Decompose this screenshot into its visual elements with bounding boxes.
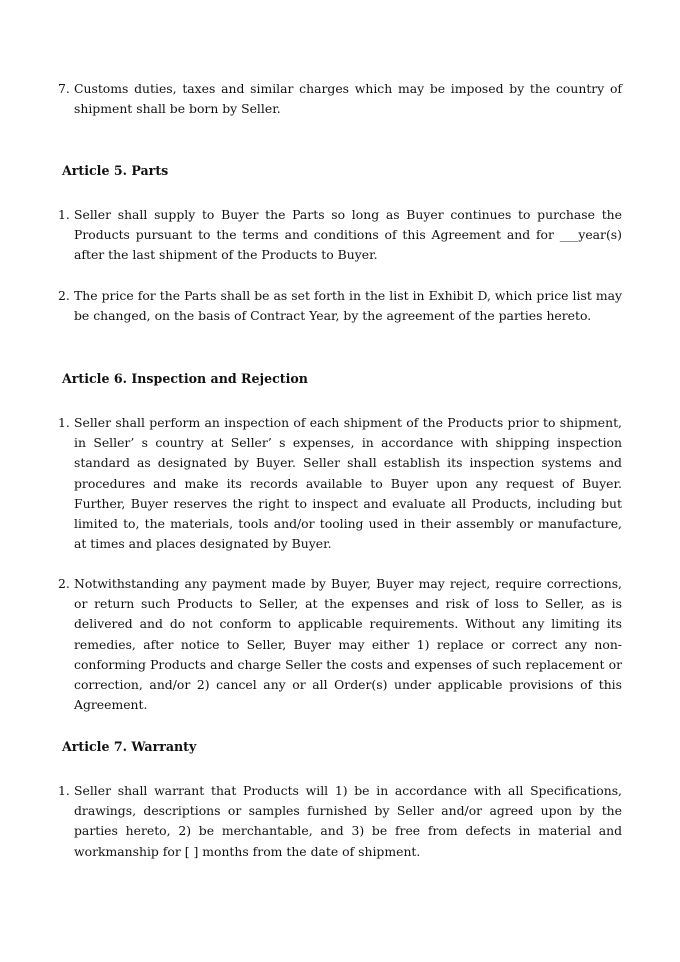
- clause-5-2: [58, 286, 622, 326]
- clause-number: 2.: [58, 288, 70, 303]
- clause-text: Notwithstanding any payment made by Buyer, Buyer may reject, require corrections, or return such Products to Seller, at the expenses and risk of loss to Seller, as is delivered and do not conform to applicable requirements. Without any limiting its remedies, after notice to Seller, Buyer may either 1) replace or correct any non-conforming Products and charge Seller the costs and expenses of such replacement or correction, and/or 2) cancel any or all Order(s) under applicable provisions of this Agreement.: [74, 576, 622, 713]
- article-5-heading: Article 5. Parts: [62, 163, 169, 178]
- clause-number: 7.: [58, 81, 70, 96]
- clause-4-7: [58, 79, 622, 119]
- clause-number: 1.: [58, 415, 70, 430]
- clause-text: Customs duties, taxes and similar charges which may be imposed by the country of shipment shall be born by Seller.: [74, 81, 622, 117]
- clause-number: 1.: [58, 783, 70, 798]
- clause-5-1: [58, 205, 622, 266]
- clause-number: 1.: [58, 207, 70, 222]
- clause-text: Seller shall warrant that Products will 1) be in accordance with all Specifications, drawings, descriptions or samples furnished by Seller and/or agreed upon by the parties hereto, 2) be merchantable, and 3) be free from defects in material and workmanship for [ ] months from the date of shipment.: [74, 783, 622, 859]
- clause-7-1: [58, 781, 622, 862]
- clause-6-1: [58, 413, 622, 554]
- article-7-heading: Article 7. Warranty: [62, 739, 197, 754]
- article-6-heading: Article 6. Inspection and Rejection: [62, 371, 308, 386]
- clause-text: Seller shall perform an inspection of each shipment of the Products prior to shipment, in Seller’ s country at Seller’ s expenses, in accordance with shipping inspection standard as designated by Buyer. Seller shall establish its inspection systems and procedures and make its records available to Buyer upon any request of Buyer. Further, Buyer reserves the right to inspect and evaluate all Products, including but limited to, the materials, tools and/or tooling used in their assembly or manufacture, at times and places designated by Buyer.: [74, 415, 622, 552]
- clause-number: 2.: [58, 576, 70, 591]
- clause-text: Seller shall supply to Buyer the Parts so long as Buyer continues to purchase the Products pursuant to the terms and conditions of this Agreement and for ___year(s) after the last shipment of the Products to Buyer.: [74, 207, 622, 263]
- clause-text: The price for the Parts shall be as set forth in the list in Exhibit D, which price list may be changed, on the basis of Contract Year, by the agreement of the parties hereto.: [74, 288, 622, 324]
- clause-6-2: [58, 574, 622, 715]
